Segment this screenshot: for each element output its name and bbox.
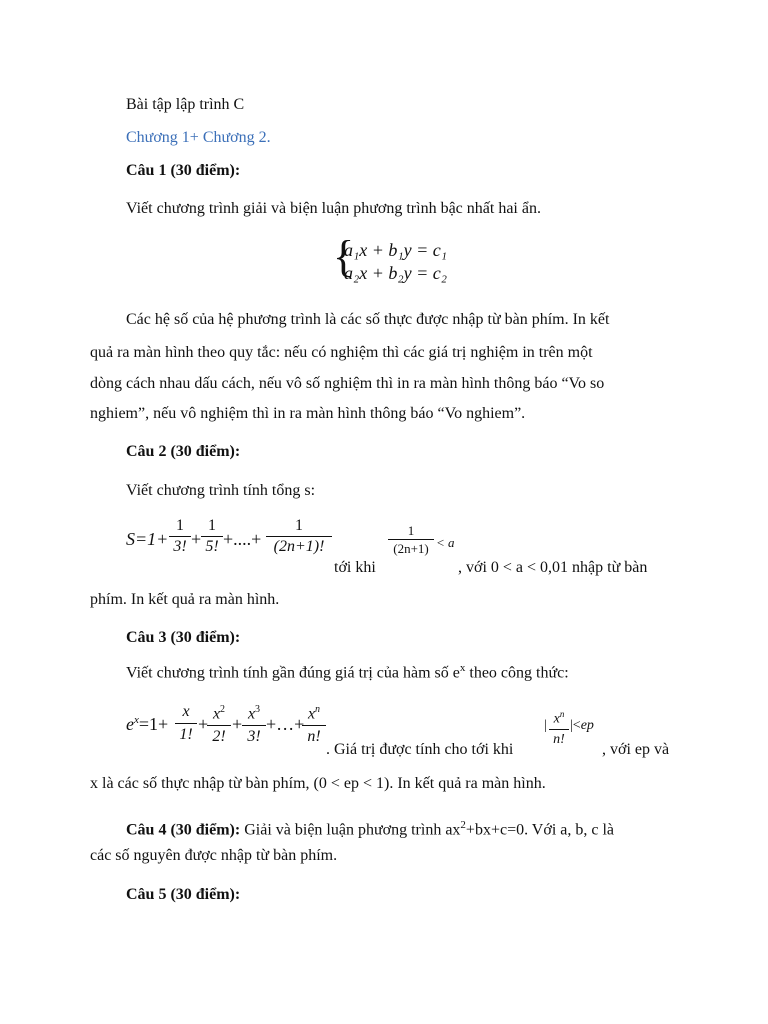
q3-prompt: [126, 658, 569, 683]
q1-system-brace: {: [333, 232, 355, 281]
q4-heading: Câu 4 (30 điểm):: [126, 821, 241, 839]
q2-fraction-1-den: 3!: [173, 538, 187, 555]
q2-line-2: phím. In kết quả ra màn hình.: [90, 591, 280, 608]
q4-line-2: các số nguyên được nhập từ bàn phím.: [90, 847, 338, 864]
q3-term-1: x 1!: [175, 702, 197, 745]
q2-plus: +: [191, 529, 202, 549]
q1-body-line-1: Các hệ số của hệ phương trình là các số thực được nhập từ bàn phím. In kết: [126, 311, 610, 328]
q3-term-2: $x^2$ 2!: [207, 700, 231, 747]
q2-fraction-1: [169, 517, 191, 556]
q2-heading: Câu 2 (30 điểm):: [126, 443, 241, 460]
q2-prompt: Viết chương trình tính tổng s:: [126, 482, 316, 499]
q1-equation-2: a₂x + b₂y = c₂: [344, 263, 448, 283]
q3-dots: +…+: [266, 714, 305, 734]
q2-fraction-3-num: 1: [295, 517, 303, 534]
q3-heading: Câu 3 (30 điểm):: [126, 629, 241, 646]
q1-body-line-2: quả ra màn hình theo quy tắc: nếu có nghiệm thì các giá trị nghiệm in trên một: [90, 344, 593, 361]
q3-formula-lhs: $e^x=1+$: [126, 714, 169, 734]
q2-fraction-3-den: (2n+1)!: [273, 538, 325, 555]
q3-term-3: $x^3$ 3!: [242, 700, 266, 747]
q2-dots: +....+: [223, 529, 262, 549]
q1-equation-1: a₁x + b₁y = c₁: [344, 240, 448, 260]
q2-fraction-2-num: 1: [208, 517, 216, 534]
chapter-heading: Chương 1+ Chương 2.: [126, 129, 271, 146]
q1-prompt: Viết chương trình giải và biện luận phương trình bậc nhất hai ẩn.: [126, 200, 541, 217]
q3-prompt-text-2: theo công thức:: [465, 664, 569, 682]
q4-text-2: +bx+c=0. Với a, b, c là: [465, 821, 615, 839]
q3-condition-rel: |<ep: [570, 718, 594, 733]
q3-prompt-text: Viết chương trình tính gần đúng giá trị của hàm số e: [126, 664, 460, 682]
q2-until-text: tới khi: [334, 559, 376, 576]
q2-condition-text: , với 0 < a < 0,01 nhập từ bàn: [458, 559, 648, 576]
q3-plus-1: +: [198, 714, 209, 734]
q2-condition-den: (2n+1): [393, 541, 429, 556]
q4-line-1: [126, 815, 614, 840]
document-title: Bài tập lập trình C: [126, 96, 245, 113]
q2-condition-fraction: [388, 523, 434, 556]
q3-condition-fraction: $x^n$ n!: [549, 706, 569, 748]
q3-plus-2: +: [232, 714, 243, 734]
q2-fraction-2-den: 5!: [205, 538, 219, 555]
q4-text: Giải và biện luận phương trình ax: [240, 821, 461, 839]
q3-line-2: x là các số thực nhập từ bàn phím, (0 < ep < 1). In kết quả ra màn hình.: [90, 775, 546, 792]
q2-formula-lhs: S=1+: [126, 529, 169, 549]
q4-sup: 2: [460, 819, 466, 831]
q3-abs-open: |: [544, 718, 547, 733]
q3-text-end: , với ep và: [602, 741, 670, 758]
q2-condition-num: 1: [407, 523, 415, 538]
q1-heading: Câu 1 (30 điểm):: [126, 162, 241, 179]
q1-body-line-3: dòng cách nhau dấu cách, nếu vô số nghiệm thì in ra màn hình thông báo “Vo so: [90, 375, 605, 392]
q3-text-mid: . Giá trị được tính cho tới khi: [326, 741, 514, 758]
q2-fraction-1-num: 1: [176, 517, 184, 534]
q2-fraction-2: [201, 517, 223, 556]
q5-heading: Câu 5 (30 điểm):: [126, 886, 241, 903]
q1-body-line-4: nghiem”, nếu vô nghiệm thì in ra màn hình thông báo “Vo nghiem”.: [90, 405, 526, 422]
q3-prompt-sup: x: [459, 662, 466, 674]
q2-condition-rel: < a: [436, 535, 455, 550]
q3-term-n: $x^n$ n!: [302, 700, 326, 747]
q2-fraction-3: [266, 517, 332, 556]
